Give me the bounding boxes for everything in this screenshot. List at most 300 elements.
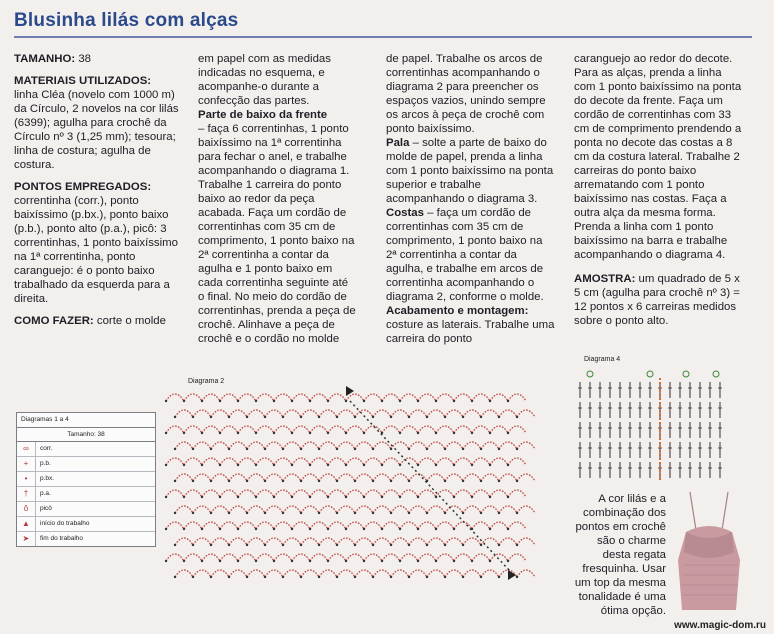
slip-stitch-dot	[426, 416, 428, 418]
chain-arc	[301, 442, 319, 449]
chain-arc	[409, 538, 427, 545]
chain-arc	[310, 426, 328, 433]
chain-arc	[292, 394, 310, 401]
slip-stitch-dot	[201, 400, 203, 402]
chain-arc	[454, 426, 472, 433]
chain-arc	[292, 426, 310, 433]
chain-arc	[301, 538, 319, 545]
chain-arc	[445, 410, 463, 417]
slip-stitch-dot	[507, 496, 509, 498]
slip-stitch-dot	[498, 576, 500, 578]
slip-stitch-dot	[417, 432, 419, 434]
slip-stitch-dot	[300, 448, 302, 450]
slip-stitch-dot	[201, 464, 203, 466]
how-to-text: corte o molde	[93, 315, 166, 327]
chain-arc	[400, 490, 418, 497]
legend-header: Diagramas 1 a 4	[17, 413, 155, 428]
slip-stitch-dot	[417, 560, 419, 562]
chain-arc	[328, 490, 346, 497]
slip-stitch-dot	[336, 480, 338, 482]
chain-arc	[166, 490, 184, 497]
chain-arc	[220, 394, 238, 401]
slip-stitch-dot	[246, 544, 248, 546]
chain-arc	[490, 554, 508, 561]
column-1	[14, 52, 182, 336]
slip-stitch-dot	[237, 496, 239, 498]
front-text: – faça 6 correntinhas, 1 ponto baixíssimo na 1ª correntinha para fechar o anel, e trabalhe acompanhando o diagrama 1. Trabalhe 1 carreira do ponto baixo ao redor da peça acabada. Faça um cordão de correntinhas com 35 cm de comprimento, 1 ponto baixo na 2ª correntinha a contar da agulha e 1 ponto baixo em cada correntinha seguinte até o final. No meio do cordão de correntinhas, prenda a peça de crochê. Alinhave a peça de crochê e o cordão no molde	[198, 123, 356, 345]
slip-stitch-dot	[228, 480, 230, 482]
chain-arc	[175, 410, 193, 417]
slip-stitch-dot	[345, 560, 347, 562]
photo-caption: A cor lilás e a combinação dos pontos em crochê são o charme desta regata fresquinha. Usar um top da mesma tonalidade é uma ótima opção.	[574, 493, 666, 617]
chain-arc	[265, 506, 283, 513]
back-text: – faça um cordão de correntinhas com 35 cm de comprimento, 1 ponto baixo na 2ª correntinha a contar da agulha, e trabalhe em arcos de correntinha acompanhando o diagrama 2, conforme o molde.	[386, 207, 544, 303]
chain-arc	[265, 570, 283, 577]
slip-stitch-dot	[426, 512, 428, 514]
chain-arc	[418, 394, 436, 401]
slip-stitch-dot	[390, 544, 392, 546]
slip-stitch-dot	[372, 544, 374, 546]
slip-stitch-dot	[201, 496, 203, 498]
chain-arc	[454, 394, 472, 401]
chain-arc	[409, 474, 427, 481]
slip-stitch-dot	[354, 480, 356, 482]
legend-rows	[17, 442, 155, 546]
chain-arc	[400, 522, 418, 529]
chain-arc	[211, 442, 229, 449]
slip-stitch-dot	[201, 432, 203, 434]
slip-stitch-dot	[264, 448, 266, 450]
slip-stitch-dot	[381, 496, 383, 498]
slip-stitch-dot	[372, 480, 374, 482]
slip-stitch-dot	[192, 544, 194, 546]
chain-arc	[382, 522, 400, 529]
slip-stitch-dot	[507, 432, 509, 434]
chain-arc	[517, 442, 535, 449]
slip-stitch-dot	[408, 512, 410, 514]
slip-stitch-dot	[219, 464, 221, 466]
legend-symbol: ∞	[17, 442, 36, 456]
chain-arc	[175, 506, 193, 513]
column-3	[386, 52, 556, 346]
slip-stitch-dot	[246, 448, 248, 450]
slip-stitch-dot	[435, 528, 437, 530]
chain-arc	[445, 442, 463, 449]
chain-arc	[517, 410, 535, 417]
chain-arc	[175, 538, 193, 545]
chain-arc	[436, 426, 454, 433]
slip-stitch-dot	[264, 480, 266, 482]
chain-arc	[283, 506, 301, 513]
chain-arc	[319, 570, 337, 577]
chain-arc	[337, 506, 355, 513]
chain-arc	[337, 474, 355, 481]
slip-stitch-dot	[489, 464, 491, 466]
slip-stitch-dot	[345, 432, 347, 434]
chain-arc	[292, 458, 310, 465]
slip-stitch-dot	[390, 512, 392, 514]
slip-stitch-dot	[417, 464, 419, 466]
chain-arc	[418, 554, 436, 561]
slip-stitch-dot	[444, 512, 446, 514]
chain-arc	[319, 538, 337, 545]
slip-stitch-dot	[246, 480, 248, 482]
chain-arc	[508, 554, 526, 561]
chain-arc	[256, 394, 274, 401]
finish-text: costure as laterais. Trabalhe uma carreira do ponto	[386, 319, 555, 345]
chain-arc	[481, 506, 499, 513]
col3-intro: de papel. Trabalhe os arcos de correntinhas acompanhando o diagrama 2 para preencher os espaços vazios, unindo sempre os arcos à peça de crochê com ponto baixíssimo.	[386, 53, 546, 135]
chain-arc	[337, 410, 355, 417]
chain-arc	[418, 458, 436, 465]
chain-arc	[481, 570, 499, 577]
chain-arc	[373, 570, 391, 577]
chain-arc	[202, 522, 220, 529]
chain-arc	[400, 394, 418, 401]
slip-stitch-dot	[462, 512, 464, 514]
slip-stitch-dot	[381, 464, 383, 466]
legend-symbol: +	[17, 457, 36, 471]
slip-stitch-dot	[228, 448, 230, 450]
slip-stitch-dot	[264, 544, 266, 546]
slip-stitch-dot	[354, 576, 356, 578]
chain-arc	[193, 570, 211, 577]
chain-arc	[229, 410, 247, 417]
slip-stitch-dot	[264, 416, 266, 418]
slip-stitch-dot	[399, 464, 401, 466]
slip-stitch-dot	[291, 432, 293, 434]
chain-arc	[436, 394, 454, 401]
slip-stitch-dot	[309, 528, 311, 530]
chain-arc	[382, 490, 400, 497]
slip-stitch-dot	[489, 496, 491, 498]
chain-arc	[454, 522, 472, 529]
slip-stitch-dot	[192, 576, 194, 578]
chain-arc	[238, 458, 256, 465]
slip-stitch-dot	[453, 464, 455, 466]
slip-stitch-dot	[327, 464, 329, 466]
chain-arc	[229, 538, 247, 545]
slip-stitch-dot	[291, 560, 293, 562]
chain-arc	[499, 410, 517, 417]
slip-stitch-dot	[354, 512, 356, 514]
slip-stitch-dot	[435, 400, 437, 402]
slip-stitch-dot	[462, 576, 464, 578]
slip-stitch-dot	[498, 480, 500, 482]
slip-stitch-dot	[462, 416, 464, 418]
slip-stitch-dot	[174, 416, 176, 418]
legend-symbol: •	[17, 472, 36, 486]
chain-arc	[310, 490, 328, 497]
slip-stitch-dot	[228, 576, 230, 578]
chain-arc	[220, 426, 238, 433]
chain-arc	[364, 426, 382, 433]
slip-stitch-dot	[183, 560, 185, 562]
chain-arc	[175, 442, 193, 449]
chain-arc	[175, 474, 193, 481]
slip-stitch-dot	[291, 400, 293, 402]
chain-arc	[211, 506, 229, 513]
legend-row	[17, 442, 155, 457]
chain-arc	[436, 458, 454, 465]
back-heading: Costas	[386, 207, 424, 219]
chain-arc	[265, 474, 283, 481]
slip-stitch-dot	[453, 432, 455, 434]
chain-arc	[499, 538, 517, 545]
slip-stitch-dot	[363, 400, 365, 402]
slip-stitch-dot	[435, 496, 437, 498]
slip-stitch-dot	[336, 512, 338, 514]
slip-stitch-dot	[354, 448, 356, 450]
chain-arc	[373, 474, 391, 481]
slip-stitch-dot	[336, 416, 338, 418]
chain-arc	[310, 458, 328, 465]
chain-arc	[265, 538, 283, 545]
chain-arc	[517, 538, 535, 545]
chain-arc	[337, 570, 355, 577]
chain-arc	[355, 474, 373, 481]
slip-stitch-dot	[210, 448, 212, 450]
chain-arc	[328, 458, 346, 465]
slip-stitch-dot	[408, 416, 410, 418]
slip-stitch-dot	[426, 544, 428, 546]
chain-arc	[211, 570, 229, 577]
slip-stitch-dot	[480, 544, 482, 546]
chain-arc	[184, 458, 202, 465]
chain-arc	[238, 490, 256, 497]
chain-arc	[256, 458, 274, 465]
slip-stitch-dot	[192, 448, 194, 450]
slip-stitch-dot	[399, 496, 401, 498]
finish-heading: Acabamento e montagem:	[386, 305, 529, 317]
legend-symbol: †	[17, 487, 36, 501]
slip-stitch-dot	[165, 464, 167, 466]
chain-arc	[490, 458, 508, 465]
slip-stitch-dot	[444, 576, 446, 578]
chain-arc	[283, 410, 301, 417]
slip-stitch-dot	[174, 448, 176, 450]
chain-arc	[265, 442, 283, 449]
chain-arc	[292, 490, 310, 497]
legend-row	[17, 532, 155, 546]
legend-row	[17, 472, 155, 487]
chain-arc	[481, 410, 499, 417]
slip-stitch-dot	[336, 448, 338, 450]
slip-stitch-dot	[228, 512, 230, 514]
top-photo	[670, 490, 750, 612]
slip-stitch-dot	[291, 464, 293, 466]
chain-arc	[409, 506, 427, 513]
slip-stitch-dot	[489, 528, 491, 530]
slip-stitch-dot	[174, 512, 176, 514]
chain-arc	[184, 426, 202, 433]
stitches-text: correntinha (corr.), ponto baixíssimo (p.bx.), ponto baixo (p.b.), ponto alto (p.a.), picô: 3 correntinhas, 1 ponto baixíssimo na 1ª correntinha, ponto caranguejo: é o ponto baixo trabalhado da esquerda para a direita.	[14, 195, 178, 305]
slip-stitch-dot	[291, 496, 293, 498]
slip-stitch-dot	[183, 432, 185, 434]
diagram-4-label: Diagrama 4	[584, 356, 621, 363]
chain-arc	[445, 506, 463, 513]
chain-arc	[301, 570, 319, 577]
legend-symbol: ǒ	[17, 502, 36, 516]
slip-stitch-dot	[453, 496, 455, 498]
legend-size: Tamanho: 38	[17, 428, 155, 442]
chain-arc	[427, 570, 445, 577]
diagram-4	[574, 364, 734, 489]
legend-label: p.bx.	[40, 475, 55, 482]
slip-stitch-dot	[507, 528, 509, 530]
slip-stitch-dot	[345, 400, 347, 402]
chain-arc	[346, 458, 364, 465]
chain-arc	[256, 554, 274, 561]
slip-stitch-dot	[507, 464, 509, 466]
slip-stitch-dot	[210, 480, 212, 482]
chain-arc	[409, 410, 427, 417]
chain-arc	[292, 522, 310, 529]
slip-stitch-dot	[345, 496, 347, 498]
slip-stitch-dot	[165, 400, 167, 402]
slip-stitch-dot	[300, 416, 302, 418]
source-url: www.magic-dom.ru	[674, 620, 766, 631]
legend-row	[17, 487, 155, 502]
chain-arc	[301, 474, 319, 481]
slip-stitch-dot	[336, 544, 338, 546]
slip-stitch-dot	[489, 400, 491, 402]
slip-stitch-dot	[327, 400, 329, 402]
chain-arc	[274, 426, 292, 433]
chain-arc	[229, 506, 247, 513]
chain-arc	[373, 538, 391, 545]
slip-stitch-dot	[237, 432, 239, 434]
slip-stitch-dot	[444, 416, 446, 418]
slip-stitch-dot	[255, 528, 257, 530]
chain-arc	[490, 394, 508, 401]
stitches-heading: PONTOS EMPREGADOS:	[14, 181, 152, 193]
legend-table	[16, 412, 156, 547]
materials-text: linha Cléa (novelo com 1000 m) da Círculo, 2 novelos na cor lilás (6399); agulha para crochê da Círculo nº 3 (1,25 mm); tesoura; linha de costura; agulha de costura.	[14, 89, 179, 171]
chain-arc	[463, 442, 481, 449]
legend-row	[17, 517, 155, 532]
chain-arc	[391, 506, 409, 513]
slip-stitch-dot	[489, 560, 491, 562]
chain-arc	[445, 538, 463, 545]
chain-arc	[472, 490, 490, 497]
slip-stitch-dot	[309, 496, 311, 498]
slip-stitch-dot	[363, 528, 365, 530]
chain-arc	[274, 522, 292, 529]
slip-stitch-dot	[255, 432, 257, 434]
slip-stitch-dot	[381, 528, 383, 530]
slip-stitch-dot	[219, 528, 221, 530]
chain-arc	[202, 394, 220, 401]
slip-stitch-dot	[345, 528, 347, 530]
chain-arc	[418, 426, 436, 433]
chain-arc	[283, 570, 301, 577]
chain-arc	[202, 458, 220, 465]
slip-stitch-dot	[345, 464, 347, 466]
legend-label: fim do trabalho	[40, 535, 83, 542]
slip-stitch-dot	[390, 480, 392, 482]
column-2	[198, 52, 356, 346]
slip-stitch-dot	[480, 480, 482, 482]
chain-arc	[436, 522, 454, 529]
chain-arc	[454, 490, 472, 497]
front-heading: Parte de baixo da frente	[198, 109, 328, 121]
chain-arc	[193, 410, 211, 417]
slip-stitch-dot	[453, 560, 455, 562]
slip-stitch-dot	[201, 560, 203, 562]
chain-arc	[328, 394, 346, 401]
slip-stitch-dot	[435, 464, 437, 466]
chain-arc	[211, 538, 229, 545]
chain-arc	[229, 474, 247, 481]
slip-stitch-dot	[210, 416, 212, 418]
slip-stitch-dot	[471, 496, 473, 498]
slip-stitch-dot	[255, 496, 257, 498]
chain-arc	[382, 394, 400, 401]
slip-stitch-dot	[462, 448, 464, 450]
legend-row	[17, 502, 155, 517]
slip-stitch-dot	[390, 576, 392, 578]
chain-arc	[274, 394, 292, 401]
slip-stitch-dot	[453, 400, 455, 402]
chain-arc	[229, 570, 247, 577]
slip-stitch-dot	[273, 496, 275, 498]
diagram-2	[160, 383, 545, 583]
chain-arc	[274, 554, 292, 561]
slip-stitch-dot	[354, 416, 356, 418]
slip-stitch-dot	[228, 544, 230, 546]
slip-stitch-dot	[282, 416, 284, 418]
chain-arc	[463, 506, 481, 513]
chain-arc	[472, 426, 490, 433]
chain-arc	[346, 490, 364, 497]
slip-stitch-dot	[282, 544, 284, 546]
slip-stitch-dot	[471, 432, 473, 434]
chain-arc	[166, 394, 184, 401]
slip-stitch-dot	[219, 400, 221, 402]
slip-stitch-dot	[507, 400, 509, 402]
chain-arc	[427, 506, 445, 513]
chain-arc	[481, 442, 499, 449]
slip-stitch-dot	[255, 560, 257, 562]
slip-stitch-dot	[327, 496, 329, 498]
slip-stitch-dot	[336, 576, 338, 578]
slip-stitch-dot	[471, 400, 473, 402]
slip-stitch-dot	[165, 560, 167, 562]
slip-stitch-dot	[498, 512, 500, 514]
chain-arc	[202, 554, 220, 561]
legend-symbol: ➤	[17, 532, 36, 546]
slip-stitch-dot	[237, 464, 239, 466]
slip-stitch-dot	[246, 576, 248, 578]
slip-stitch-dot	[282, 512, 284, 514]
chain-arc	[166, 426, 184, 433]
slip-stitch-dot	[237, 560, 239, 562]
chain-arc	[175, 570, 193, 577]
slip-stitch-dot	[183, 528, 185, 530]
chain-arc	[463, 538, 481, 545]
slip-stitch-dot	[363, 560, 365, 562]
slip-stitch-dot	[165, 528, 167, 530]
chain-arc	[310, 522, 328, 529]
slip-stitch-dot	[408, 576, 410, 578]
chain-arc	[409, 570, 427, 577]
slip-stitch-dot	[183, 496, 185, 498]
chain-arc	[310, 394, 328, 401]
slip-stitch-dot	[399, 400, 401, 402]
chain-arc	[436, 554, 454, 561]
chain-arc	[211, 474, 229, 481]
